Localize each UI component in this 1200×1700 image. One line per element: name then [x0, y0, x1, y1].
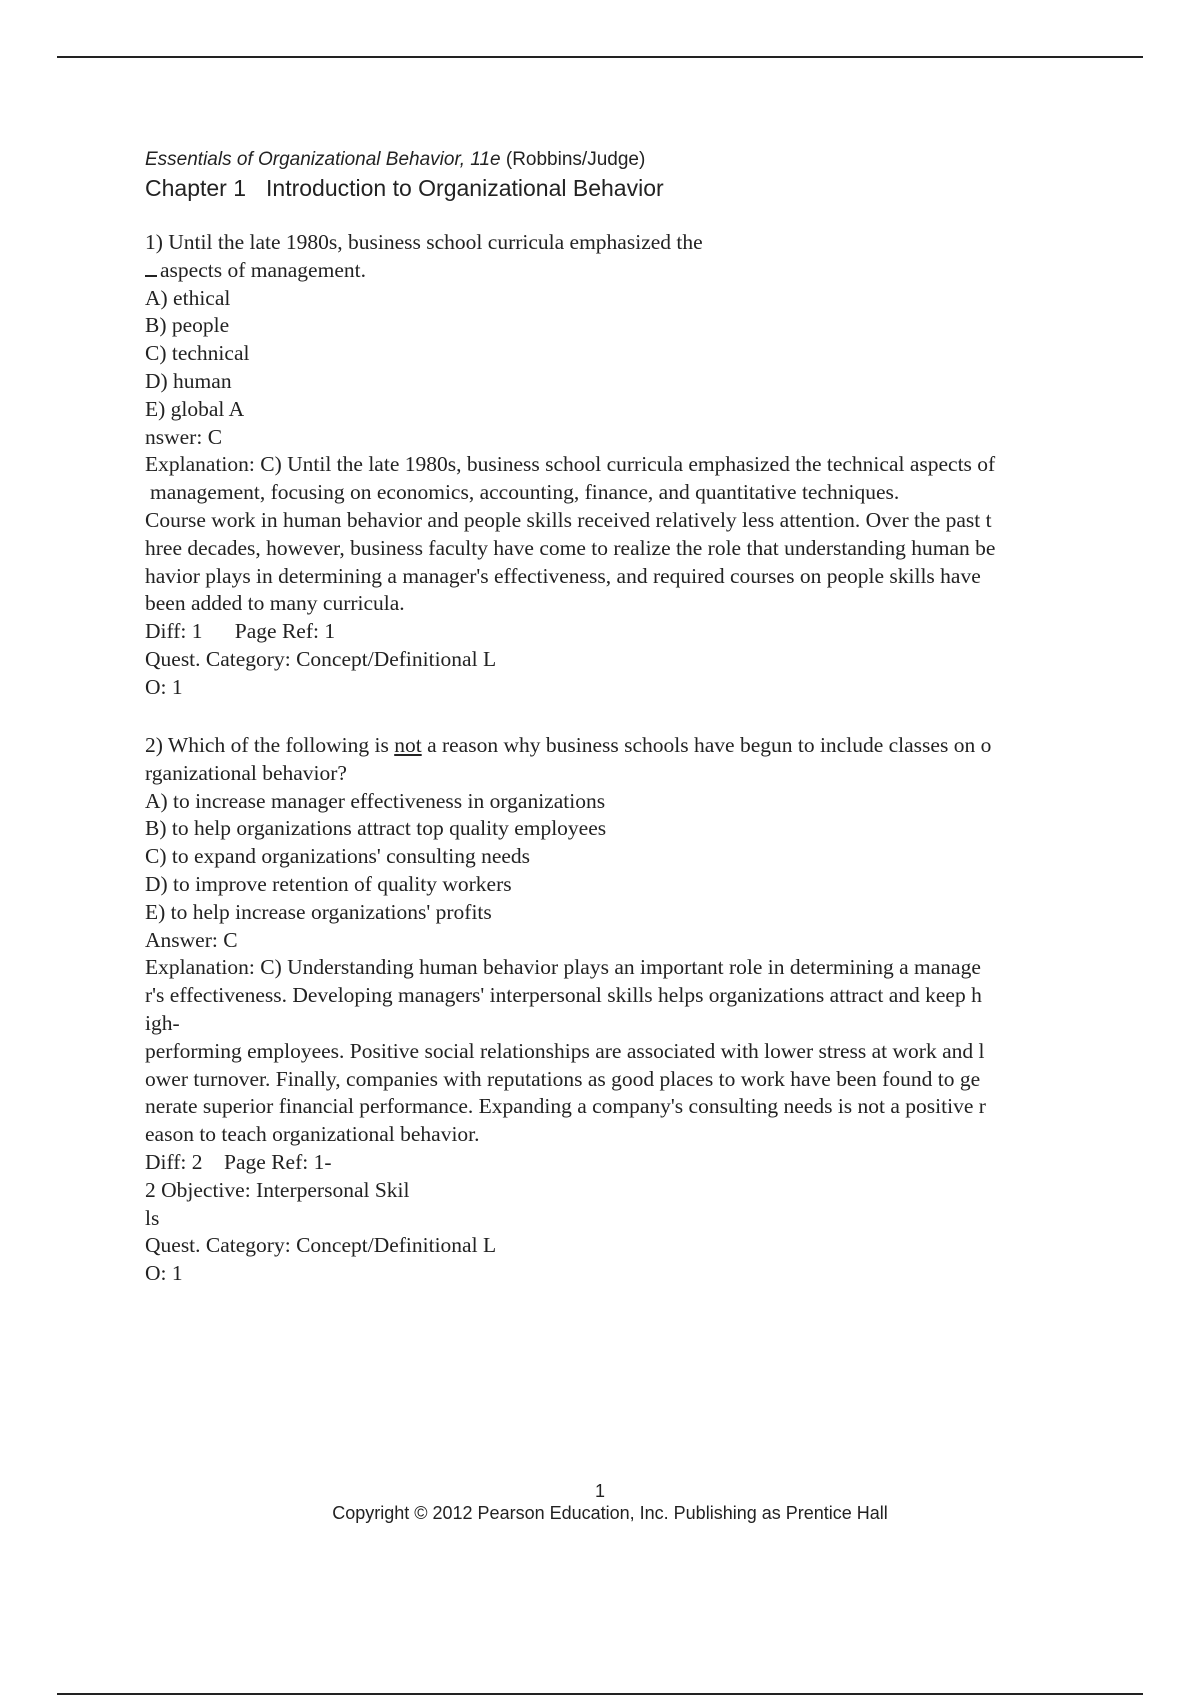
option-d: D) to improve retention of quality workers — [145, 871, 512, 896]
answer-line: nswer: C — [145, 424, 223, 449]
option-e: E) to help increase organizations' profits — [145, 899, 492, 924]
explanation-line: performing employees. Positive social relationships are associated with lower stress at work and l — [145, 1038, 985, 1063]
question-stem-text: 2) Which of the following is — [145, 733, 395, 757]
fill-in-blank — [145, 257, 157, 277]
page-number: 1 — [594, 1481, 605, 1501]
difficulty: Diff: 1 — [145, 619, 203, 644]
top-rule — [57, 56, 1143, 58]
bottom-rule — [57, 1693, 1143, 1695]
difficulty-line — [145, 1149, 1095, 1177]
question-stem-text: aspects of management. — [160, 257, 366, 282]
option-e: E) global A — [145, 396, 245, 421]
explanation-line: r's effectiveness. Developing managers' interpersonal skills helps organizations attract and keep h — [145, 983, 982, 1008]
document-header — [145, 147, 664, 203]
explanation-line: Explanation: C) Until the late 1980s, business school curricula emphasized the technical aspects of — [145, 452, 996, 477]
book-authors: (Robbins/Judge) — [505, 149, 646, 170]
question-stem-continued — [145, 257, 1095, 285]
explanation-line: Explanation: C) Understanding human behavior plays an important role in determining a manage — [145, 955, 981, 980]
emphasis-not: not — [394, 733, 422, 757]
explanation-line: management, focusing on economics, accounting, finance, and quantitative techniques. — [150, 480, 900, 505]
objective-line-continued: ls — [145, 1205, 160, 1230]
chapter-heading — [145, 173, 664, 203]
explanation-line: Course work in human behavior and people skills received relatively less attention. Over the past t — [145, 507, 992, 532]
option-d: D) human — [145, 368, 232, 393]
question-category: Quest. Category: Concept/Definitional L — [145, 646, 497, 671]
objective-line: 2 Objective: Interpersonal Skil — [145, 1177, 410, 1202]
option-a: A) to increase manager effectiveness in organizations — [145, 788, 606, 813]
explanation-line: eason to teach organizational behavior. — [145, 1122, 480, 1147]
option-c: C) technical — [145, 341, 250, 366]
explanation-line: igh- — [145, 1010, 180, 1035]
difficulty-line — [145, 618, 1095, 646]
difficulty: Diff: 2 — [145, 1149, 203, 1174]
question-2 — [145, 732, 1095, 1288]
question-category: Quest. Category: Concept/Definitional L — [145, 1233, 497, 1258]
explanation-line: havior plays in determining a manager's effectiveness, and required courses on people skills have — [145, 563, 981, 588]
question-stem — [145, 732, 1095, 760]
question-stem-text: a reason why business schools have begun to include classes on o — [421, 733, 992, 757]
learning-objective: O: 1 — [145, 674, 183, 699]
page-reference: Page Ref: 1 — [234, 619, 336, 644]
explanation-line: been added to many curricula. — [145, 591, 405, 616]
chapter-title: Introduction to Organizational Behavior — [266, 175, 664, 201]
book-title: Essentials of Organizational Behavior, 11e — [145, 149, 501, 170]
answer-line: Answer: C — [145, 927, 238, 952]
explanation-line: ower turnover. Finally, companies with reputations as good places to work have been found to ge — [145, 1066, 981, 1091]
question-1 — [145, 229, 1095, 702]
chapter-number: Chapter 1 — [145, 175, 247, 201]
question-stem-continued: rganizational behavior? — [145, 760, 347, 785]
question-stem: 1) Until the late 1980s, business school curricula emphasized the — [145, 230, 703, 254]
option-a: A) ethical — [145, 285, 231, 310]
explanation-line: nerate superior financial performance. Expanding a company's consulting needs is not a positive r — [145, 1094, 986, 1119]
page-reference: Page Ref: 1- — [224, 1149, 332, 1174]
book-line — [145, 147, 664, 173]
copyright-notice: Copyright © 2012 Pearson Education, Inc. Publishing as Prentice Hall — [332, 1503, 888, 1523]
learning-objective: O: 1 — [145, 1261, 183, 1286]
option-b: B) people — [145, 313, 230, 338]
option-b: B) to help organizations attract top quality employees — [145, 816, 607, 841]
explanation-line: hree decades, however, business faculty have come to realize the role that understanding human be — [145, 535, 996, 560]
option-c: C) to expand organizations' consulting needs — [145, 844, 531, 869]
